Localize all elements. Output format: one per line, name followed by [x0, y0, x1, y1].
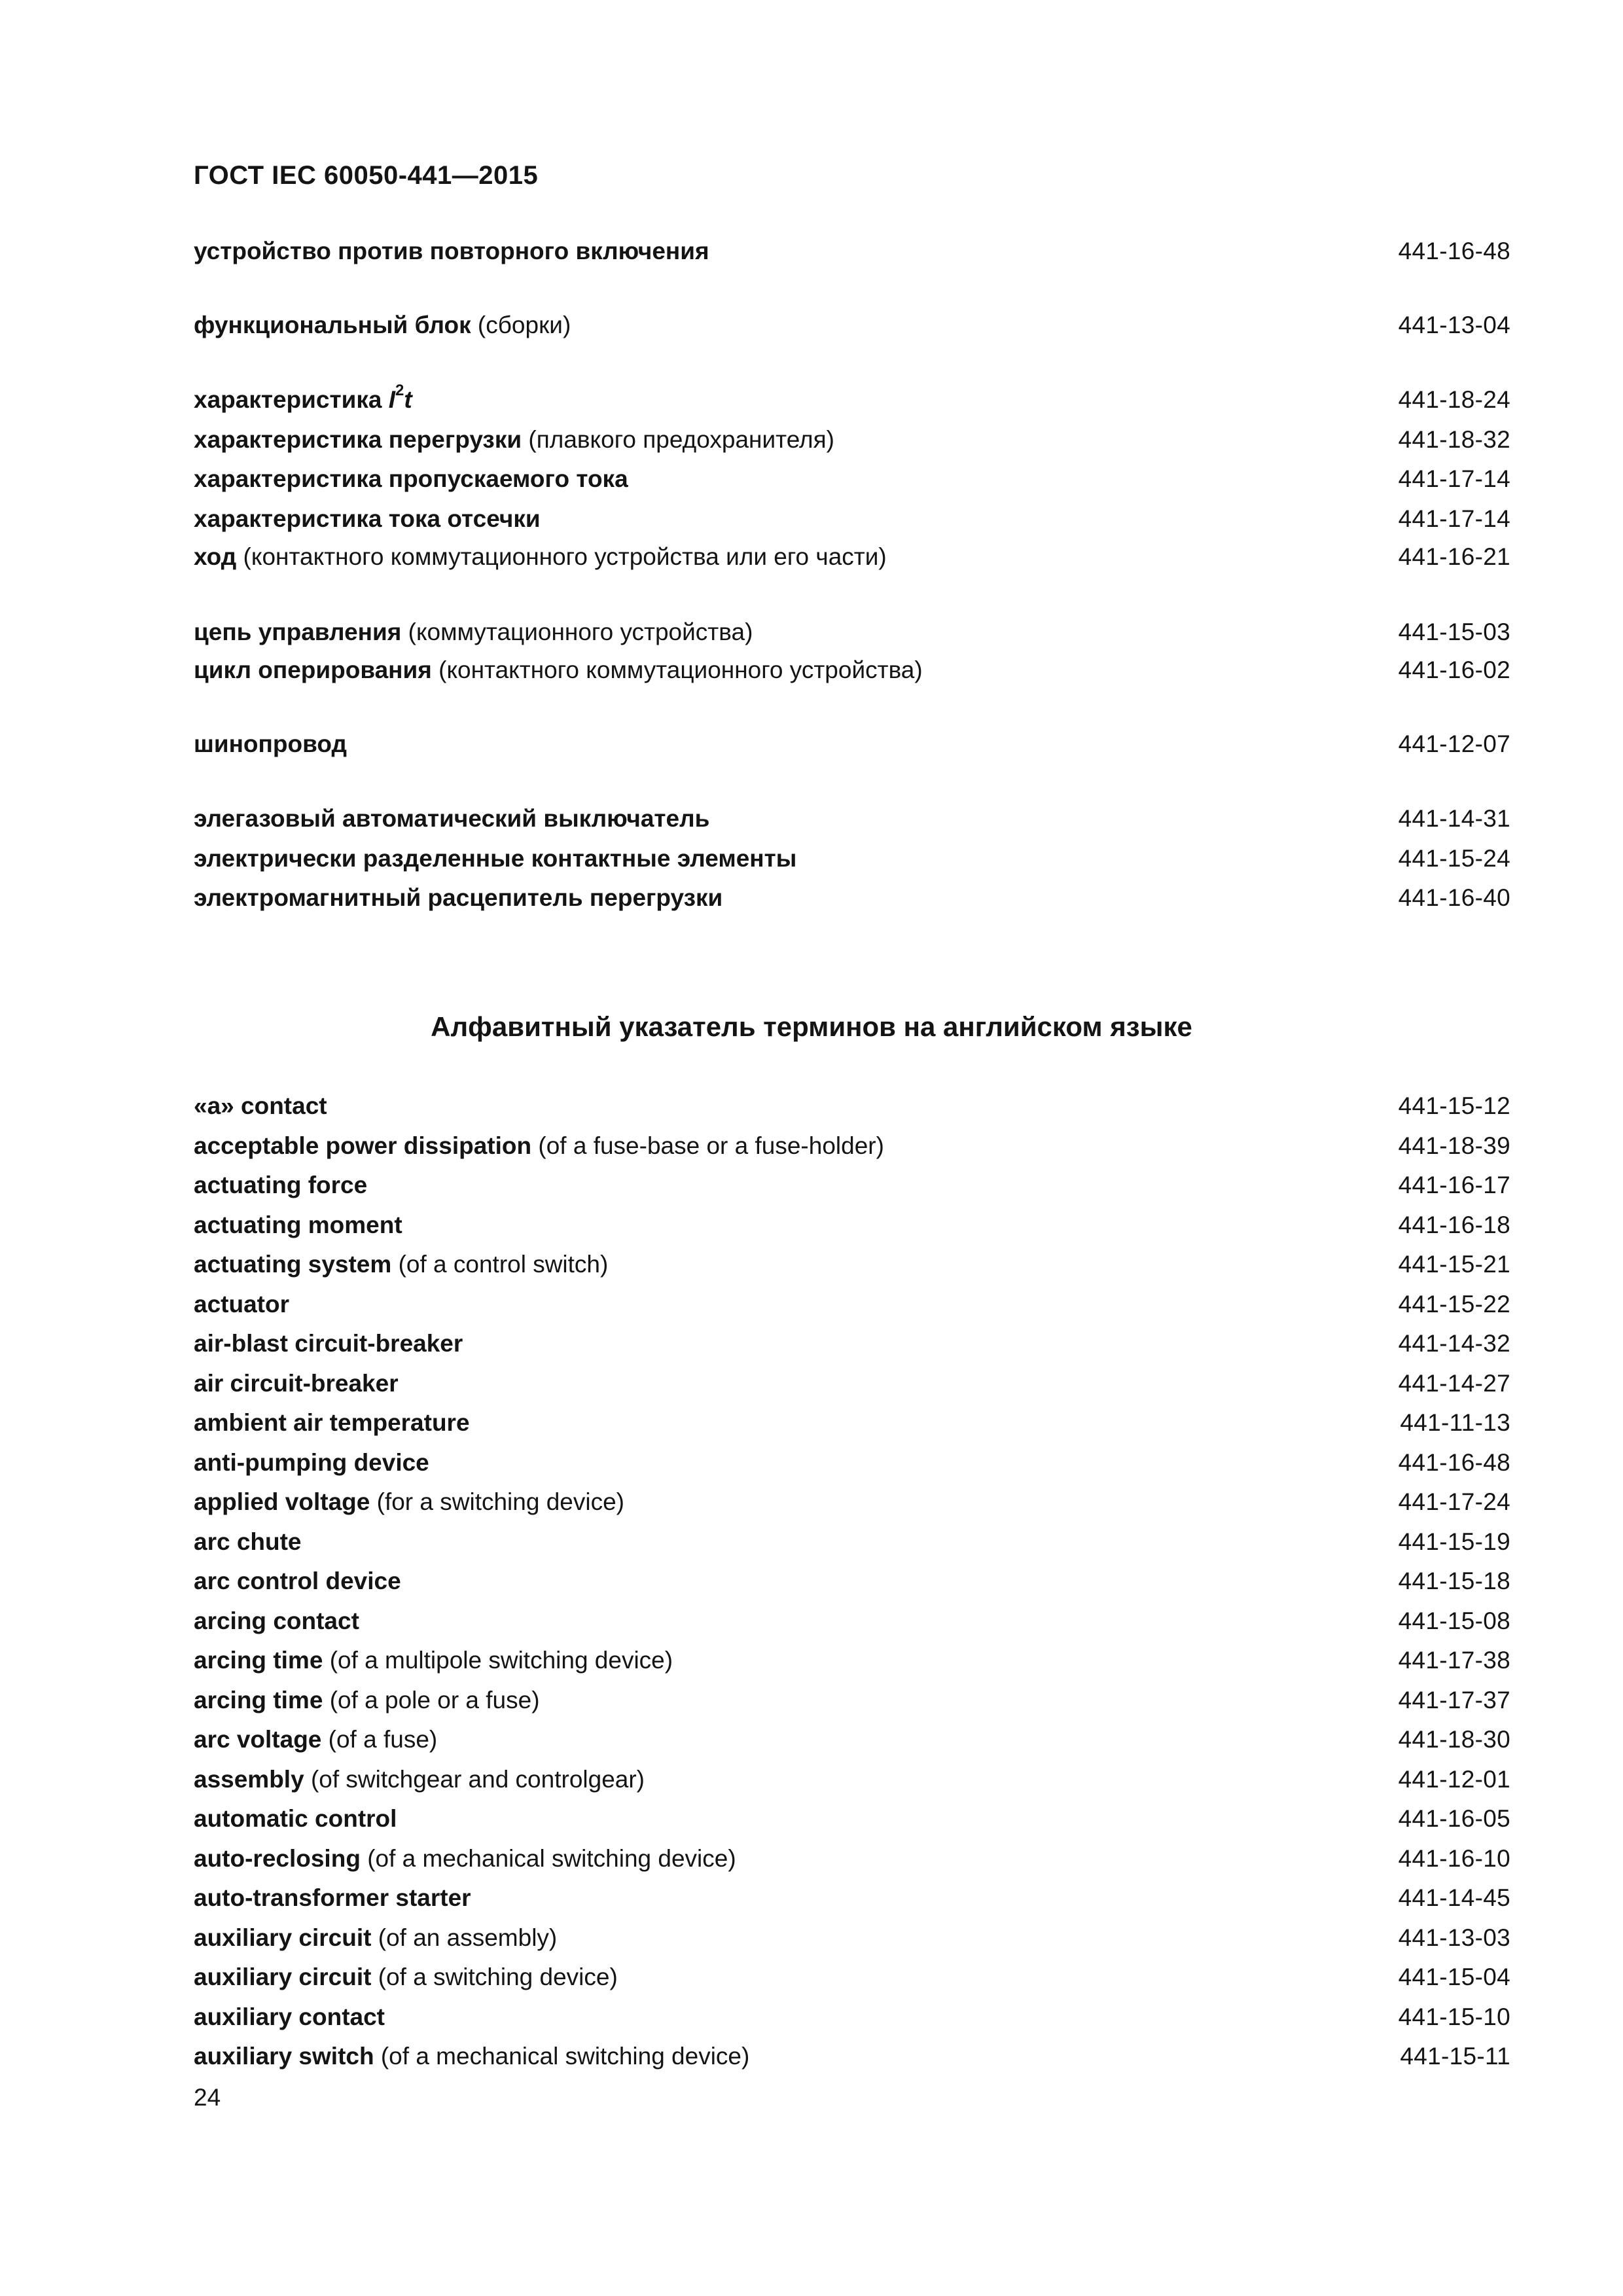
entry-text [194, 1726, 437, 1753]
entry-code: 441-17-24 [1398, 1488, 1510, 1516]
entry-qualifier: (контактного коммутационного устройства или его части) [243, 543, 887, 571]
entry-term: anti-pumping device [194, 1448, 429, 1476]
entry-qualifier: (of switchgear and controlgear) [310, 1765, 645, 1793]
entry-code: 441-15-04 [1398, 1964, 1510, 1991]
entry-code: 441-14-31 [1398, 805, 1510, 833]
entry-code: 441-15-11 [1400, 2043, 1510, 2070]
section-title: Алфавитный указатель терминов на английском языке [431, 1011, 1192, 1042]
index-entry [194, 1166, 1510, 1206]
entry-text [194, 1647, 673, 1674]
entry-term: цепь управления [194, 618, 402, 645]
index-entry [194, 1760, 1510, 1800]
index-entry [194, 1206, 1510, 1246]
entry-term: applied voltage [194, 1488, 370, 1516]
index-entry [194, 652, 1510, 689]
entry-term: auxiliary circuit [194, 1964, 372, 1991]
entry-term: arc chute [194, 1528, 302, 1555]
entry-code: 441-11-13 [1400, 1409, 1510, 1437]
index-entry [194, 2037, 1510, 2077]
entry-text [194, 2003, 385, 2031]
entry-text [194, 1924, 557, 1952]
entry-text [194, 805, 709, 833]
entry-term: automatic control [194, 1805, 397, 1833]
entry-qualifier: (of an assembly) [378, 1924, 558, 1951]
entry-code: 441-17-37 [1398, 1686, 1510, 1713]
entry-qualifier: (контактного коммутационного устройства) [438, 656, 923, 684]
entry-code: 441-12-07 [1398, 730, 1510, 757]
entry-text [194, 543, 887, 571]
entry-term: характеристика пропускаемого тока [194, 465, 628, 493]
entry-term: acceptable power dissipation [194, 1132, 532, 1159]
entry-text [194, 1449, 429, 1477]
index-entry [194, 1878, 1510, 1918]
entry-code: 441-17-14 [1398, 505, 1510, 532]
index-entry [194, 499, 1510, 539]
entry-text [194, 845, 796, 872]
index-entry [194, 1562, 1510, 1602]
entry-text [194, 426, 834, 454]
entry-qualifier: (of a pole or a fuse) [329, 1686, 540, 1713]
entry-code: 441-18-39 [1398, 1132, 1510, 1159]
entry-text [194, 1092, 327, 1120]
entry-qualifier: (коммутационного устройства) [408, 618, 753, 645]
index-entry [194, 459, 1510, 499]
index-entry [194, 878, 1510, 918]
entry-term: auxiliary switch [194, 2043, 374, 2070]
entry-term: auxiliary circuit [194, 1924, 372, 1951]
entry-code: 441-15-08 [1398, 1607, 1510, 1634]
entry-term: auto-reclosing [194, 1844, 361, 1872]
entry-text [194, 2043, 749, 2070]
entry-text [194, 656, 923, 684]
entry-text [194, 1687, 540, 1714]
entry-code: 441-18-30 [1398, 1726, 1510, 1753]
index-entry [194, 420, 1510, 460]
entry-term-symbol: I [388, 386, 395, 414]
english-term-index [194, 1086, 1510, 2077]
entry-code: 441-15-12 [1398, 1092, 1510, 1120]
entry-qualifier: (of a multipole switching device) [329, 1647, 673, 1674]
entry-term: функциональный блок [194, 311, 471, 338]
entry-code: 441-16-17 [1398, 1172, 1510, 1199]
index-entry [194, 380, 1510, 420]
entry-text [194, 1766, 645, 1793]
entry-text [194, 1568, 401, 1595]
index-entry [194, 839, 1510, 879]
entry-term: «a» contact [194, 1092, 327, 1120]
entry-term: характеристика тока отсечки [194, 505, 541, 532]
entry-term: actuating force [194, 1172, 368, 1199]
entry-qualifier: (of a fuse-base or a fuse-holder) [538, 1132, 884, 1159]
entry-text [194, 1291, 289, 1318]
entry-term: шинопровод [194, 730, 347, 757]
entry-code: 441-13-04 [1398, 311, 1510, 338]
entry-term: цикл оперирования [194, 656, 432, 684]
index-entry [194, 799, 1510, 839]
entry-text [194, 1370, 399, 1397]
entry-term: arcing contact [194, 1607, 359, 1634]
entry-term: электрически разделенные контактные элементы [194, 844, 797, 872]
index-entry [194, 233, 1510, 270]
entry-text [194, 1409, 470, 1437]
entry-code: 441-16-18 [1398, 1211, 1510, 1238]
entry-text [194, 1607, 359, 1635]
entry-term: arcing time [194, 1647, 323, 1674]
entry-code: 441-16-21 [1398, 543, 1510, 571]
entry-code: 441-14-45 [1398, 1884, 1510, 1912]
index-entry [194, 1403, 1510, 1443]
entry-text [194, 619, 753, 646]
entry-text [194, 465, 628, 493]
entry-qualifier: (of a control switch) [398, 1251, 609, 1278]
entry-text [194, 884, 722, 912]
entry-term: ambient air temperature [194, 1409, 470, 1437]
entry-text [194, 382, 412, 414]
entry-code: 441-15-18 [1398, 1568, 1510, 1595]
entry-text [194, 1172, 367, 1199]
entry-text [194, 505, 541, 533]
entry-term: assembly [194, 1765, 304, 1793]
index-entry [194, 1720, 1510, 1760]
entry-text [194, 1845, 736, 1873]
entry-code: 441-13-03 [1398, 1924, 1510, 1951]
index-entry [194, 613, 1510, 653]
entry-qualifier: (сборки) [477, 311, 571, 338]
entry-qualifier: (of a mechanical switching device) [380, 2043, 750, 2070]
entry-term: actuator [194, 1290, 289, 1318]
entry-code: 441-15-22 [1398, 1290, 1510, 1318]
entry-code: 441-16-48 [1398, 238, 1510, 265]
russian-term-index [194, 233, 1510, 918]
entry-qualifier: (of a switching device) [378, 1964, 618, 1991]
entry-qualifier: (for a switching device) [376, 1488, 624, 1516]
entry-code: 441-17-38 [1398, 1647, 1510, 1674]
entry-code: 441-16-48 [1398, 1448, 1510, 1476]
entry-text [194, 1330, 463, 1357]
entry-code: 441-14-32 [1398, 1330, 1510, 1357]
entry-text [194, 1488, 624, 1516]
entry-code: 441-16-40 [1398, 884, 1510, 912]
index-entry [194, 1126, 1510, 1166]
entry-code: 441-12-01 [1398, 1765, 1510, 1793]
index-entry [194, 1522, 1510, 1562]
entry-text [194, 1211, 402, 1239]
entry-term: ход [194, 543, 237, 571]
entry-term: actuating moment [194, 1211, 402, 1238]
page-number: 24 [194, 2084, 221, 2111]
entry-term: элегазовый автоматический выключатель [194, 805, 710, 833]
entry-code: 441-15-21 [1398, 1251, 1510, 1278]
index-entry [194, 1918, 1510, 1958]
index-entry [194, 1245, 1510, 1285]
entry-term: arcing time [194, 1686, 323, 1713]
entry-term: auxiliary contact [194, 2003, 385, 2030]
entry-code: 441-16-10 [1398, 1844, 1510, 1872]
entry-text [194, 730, 347, 758]
entry-term: arc voltage [194, 1726, 322, 1753]
entry-code: 441-15-24 [1398, 844, 1510, 872]
index-entry [194, 1799, 1510, 1839]
entry-code: 441-17-14 [1398, 465, 1510, 493]
entry-term-tail: t [404, 386, 412, 414]
entry-qualifier: (of a fuse) [328, 1726, 438, 1753]
entry-code: 441-14-27 [1398, 1369, 1510, 1397]
index-entry [194, 1681, 1510, 1721]
document-header: ГОСТ IEC 60050-441—2015 [194, 161, 539, 190]
entry-text [194, 1805, 397, 1833]
index-entry [194, 1839, 1510, 1879]
entry-code: 441-18-32 [1398, 425, 1510, 453]
index-entry [194, 1482, 1510, 1522]
entry-text [194, 1132, 884, 1160]
entry-term: air circuit-breaker [194, 1369, 399, 1397]
entry-term: arc control device [194, 1568, 401, 1595]
entry-code: 441-16-02 [1398, 656, 1510, 684]
entry-text [194, 1528, 302, 1556]
entry-text [194, 238, 709, 265]
entry-term: характеристика [194, 386, 389, 414]
entry-term: auto-transformer starter [194, 1884, 471, 1912]
index-entry [194, 1958, 1510, 1998]
entry-term-superscript: 2 [395, 382, 404, 400]
index-entry [194, 1602, 1510, 1641]
entry-term: характеристика перегрузки [194, 425, 522, 453]
entry-code: 441-15-19 [1398, 1528, 1510, 1555]
entry-code: 441-16-05 [1398, 1805, 1510, 1833]
entry-text [194, 1964, 618, 1991]
entry-term: actuating system [194, 1251, 392, 1278]
index-entry [194, 307, 1510, 344]
index-entry [194, 1285, 1510, 1325]
entry-text [194, 312, 571, 339]
index-entry [194, 1364, 1510, 1404]
entry-qualifier: (плавкого предохранителя) [528, 425, 834, 453]
entry-code: 441-15-03 [1398, 618, 1510, 645]
entry-code: 441-18-24 [1398, 386, 1510, 414]
index-entry [194, 1641, 1510, 1681]
entry-term: устройство против повторного включения [194, 238, 709, 265]
entry-code: 441-15-10 [1398, 2003, 1510, 2030]
index-entry [194, 1324, 1510, 1364]
index-entry [194, 539, 1510, 576]
index-entry [194, 1443, 1510, 1483]
index-entry [194, 726, 1510, 763]
entry-term: электромагнитный расцепитель перегрузки [194, 884, 723, 912]
entry-text [194, 1884, 471, 1912]
entry-qualifier: (of a mechanical switching device) [367, 1844, 736, 1872]
entry-text [194, 1251, 608, 1278]
index-entry [194, 1086, 1510, 1126]
entry-term: air-blast circuit-breaker [194, 1330, 463, 1357]
index-entry [194, 1998, 1510, 2037]
